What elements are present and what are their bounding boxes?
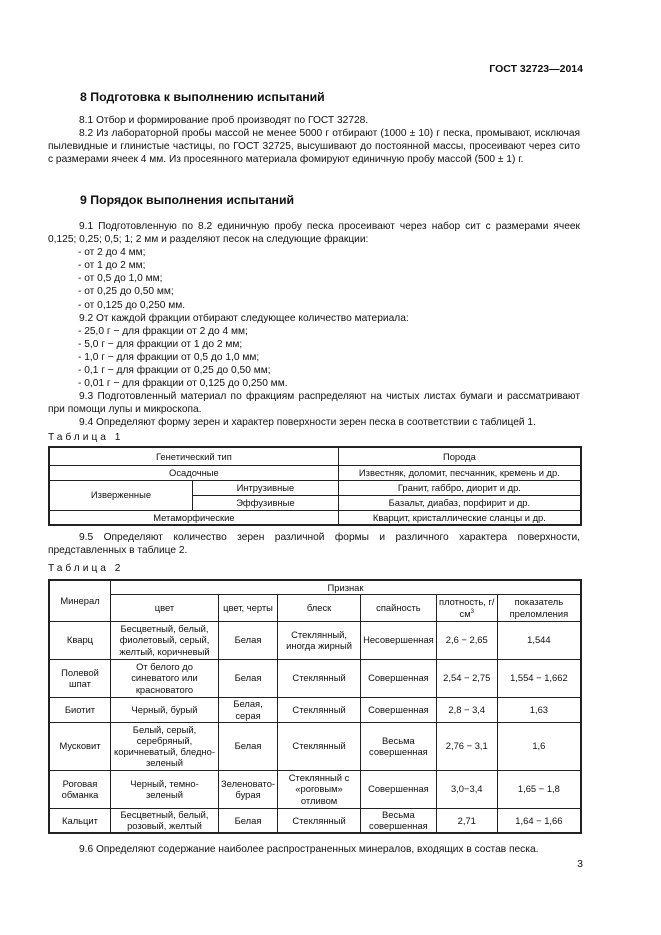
table-cell: 2,76 − 3,1: [436, 722, 497, 770]
table-cell: 1,544: [497, 621, 581, 659]
paragraph-9-6: 9.6 Определяют содержание наиболее распространенных минералов, входящих в состав песка.: [79, 844, 539, 855]
section-8-title: 8 Подготовка к выполнению испытаний: [80, 90, 325, 104]
fraction-item: - от 0,25 до 0,50 мм;: [78, 286, 174, 298]
table-cell: Весьма совершенная: [361, 722, 437, 770]
fraction-item: - от 0,125 до 0,250 мм.: [78, 299, 186, 311]
section-9-body: [48, 220, 580, 430]
table-2-col-streak: цвет, черты: [219, 594, 278, 621]
table-row: [49, 621, 581, 659]
table-cell: Совершенная: [361, 659, 437, 697]
table-2-col-cleavage: спайность: [361, 594, 437, 621]
table-cell: Черный, бурый: [111, 697, 219, 722]
table-cell: Гранит, габбро, диорит и др.: [338, 480, 581, 495]
table-cell: Черный, темно-зеленый: [111, 770, 219, 808]
table-cell: Белый, серый, серебряный, коричневатый, бледно-зеленый: [111, 722, 219, 770]
table-cell: Стеклянный: [278, 722, 361, 770]
paragraph-9-5-block: [48, 531, 580, 557]
table-cell: Белая: [219, 808, 278, 833]
table-2: [48, 579, 582, 834]
table-cell: 2,6 − 2,65: [436, 621, 497, 659]
table-2-col-luster: блеск: [278, 594, 361, 621]
paragraph-9-2: 9.2 От каждой фракции отбирают следующее количество материала:: [79, 312, 409, 324]
table-cell: 1,64 − 1,66: [497, 808, 581, 833]
table-cell: 1,554 − 1,662: [497, 659, 581, 697]
table-cell: Метаморфические: [49, 510, 338, 525]
table-cell: Стеклянный: [278, 697, 361, 722]
paragraph-8-2: 8.2 Из лабораторной пробы массой не менее 5000 г отбирают (1000 ± 10) г песка, промывают, исключая пылевидные и глинистые частицы, по ГОСТ 32725, высушивают до постоянной массы, просеивают через сито с размерами ячеек 4 мм. Из просеянного материала фомируют единичную пробу массой (500 ± 1) г.: [48, 128, 580, 166]
amount-item: - 5,0 г − для фракции от 1 до 2 мм;: [78, 338, 243, 350]
amount-item: - 0,1 г − для фракции от 0,25 до 0,50 мм;: [78, 365, 271, 377]
table-cell: Кварцит, кристаллические сланцы и др.: [338, 510, 581, 525]
table-cell: 1,65 − 1,8: [497, 770, 581, 808]
table-2-col-refraction: показатель преломления: [497, 594, 581, 621]
fraction-item: - от 2 до 4 мм;: [78, 247, 146, 259]
table-cell: Стеклянный: [278, 659, 361, 697]
table-cell: 1,63: [497, 697, 581, 722]
table-cell: Роговая обманка: [49, 770, 111, 808]
table-cell: Весьма совершенная: [361, 808, 437, 833]
table-2-col-color: цвет: [111, 594, 219, 621]
table-cell: Биотит: [49, 697, 111, 722]
table-2-col-density: плотность, $г/см^3$: [436, 594, 497, 621]
table-row: [49, 697, 581, 722]
table-cell: Мусковит: [49, 722, 111, 770]
paragraph-9-6-block: [48, 843, 580, 856]
table-row: [49, 722, 581, 770]
table-cell: Стеклянный, иногда жирный: [278, 621, 361, 659]
table-cell: Белая: [219, 722, 278, 770]
paragraph-9-4: 9.4 Определяют форму зерен и характер поверхности зерен песка в соответствии с таблицей 1.: [79, 417, 536, 429]
table-cell: Осадочные: [49, 465, 338, 480]
table-cell: Известняк, доломит, песчанник, кремень и др.: [338, 465, 581, 480]
table-cell: Эффузивные: [193, 495, 339, 510]
table-cell: 1,6: [497, 722, 581, 770]
table-cell: Интрузивные: [193, 480, 339, 495]
table-cell: Зеленовато-бурая: [219, 770, 278, 808]
table-2-caption: Таблица 2: [48, 563, 124, 574]
table-2-head-mineral: Минерал: [49, 580, 111, 621]
table-cell: Изверженные: [49, 480, 193, 510]
table-cell: Кварц: [49, 621, 111, 659]
table-1-head-rock: Порода: [338, 447, 581, 465]
section-8-body: [48, 114, 580, 166]
fraction-item: - от 1 до 2 мм;: [78, 260, 146, 272]
table-cell: 2,71: [436, 808, 497, 833]
table-cell: Стеклянный: [278, 808, 361, 833]
table-cell: 2,8 − 3,4: [436, 697, 497, 722]
table-row: [49, 770, 581, 808]
table-cell: 3,0−3,4: [436, 770, 497, 808]
amount-item: - 25,0 г − для фракции от 2 до 4 мм;: [78, 325, 248, 337]
section-9-title: 9 Порядок выполнения испытаний: [80, 193, 295, 207]
table-cell: Совершенная: [361, 770, 437, 808]
table-cell: Стеклянный с «роговым» отливом: [278, 770, 361, 808]
table-cell: От белого до синеватого или красноватого: [111, 659, 219, 697]
table-1-head-type: Генетический тип: [49, 447, 338, 465]
paragraph-9-5: 9.5 Определяют количество зерен различной формы и различного характера поверхности, представленных в таблице 2.: [48, 532, 580, 557]
amount-item: - 0,01 г − для фракции от 0,125 до 0,250 мм.: [78, 378, 288, 390]
page-number: 3: [577, 858, 583, 870]
table-cell: Полевой шпат: [49, 659, 111, 697]
table-cell: Кальцит: [49, 808, 111, 833]
table-cell: Базальт, диабаз, порфирит и др.: [338, 495, 581, 510]
paragraph-9-3: 9.3 Подготовленный материал по фракциям распределяют на чистых листах бумаги и рассматривают при помощи лупы и микроскопа.: [48, 391, 580, 416]
table-1: [48, 446, 582, 526]
table-row: [49, 659, 581, 697]
paragraph-8-1: 8.1 Отбор и формирование проб производят по ГОСТ 32728.: [79, 115, 369, 126]
table-cell: Белая: [219, 659, 278, 697]
table-cell: Несовершенная: [361, 621, 437, 659]
table-row: [49, 808, 581, 833]
table-cell: Совершенная: [361, 697, 437, 722]
fraction-item: - от 0,5 до 1,0 мм;: [78, 273, 163, 285]
table-2-head-feature: Признак: [111, 580, 582, 594]
table-cell: Бесцветный, белый, фиолетовый, серый, желтый, коричневый: [111, 621, 219, 659]
standard-number: ГОСТ 32723—2014: [489, 63, 583, 75]
amount-item: - 1,0 г − для фракции от 0,5 до 1,0 мм;: [78, 351, 260, 363]
table-cell: Белая: [219, 621, 278, 659]
table-cell: Бесцветный, белый, розовый, желтый: [111, 808, 219, 833]
density-unit-superscript: 3: [470, 608, 474, 615]
table-1-caption: Таблица 1: [48, 432, 124, 443]
table-cell: 2,54 − 2,75: [436, 659, 497, 697]
paragraph-9-1: 9.1 Подготовленную по 8.2 единичную пробу песка просеивают через набор сит с размерами ячеек 0,125; 0,25; 0,5; 1; 2 мм и разделяют песок на следующие фракции:: [48, 221, 580, 246]
table-cell: Белая, серая: [219, 697, 278, 722]
